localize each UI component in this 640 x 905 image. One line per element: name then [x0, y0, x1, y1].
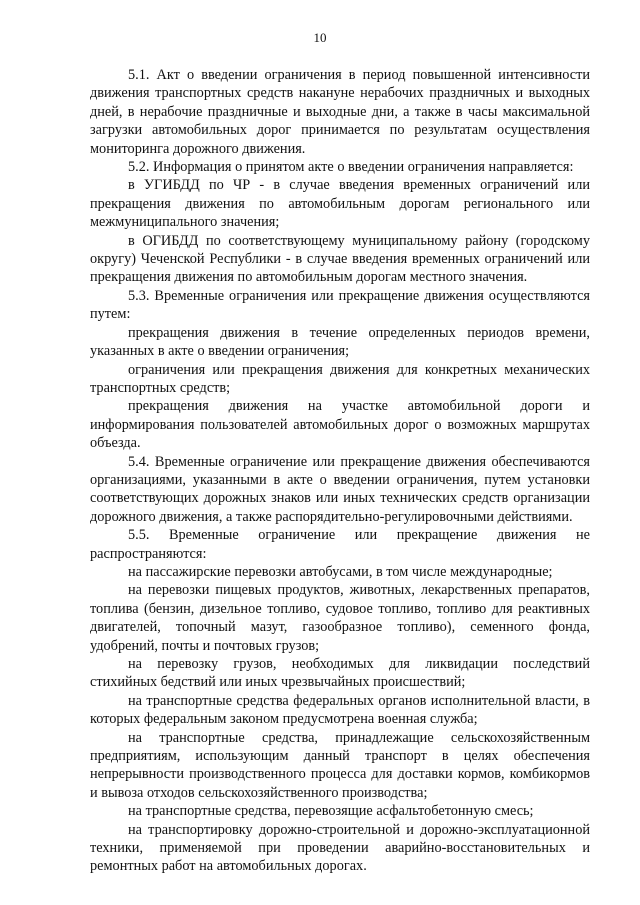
- paragraph-5-2: 5.2. Информация о принятом акте о введении ограничения направляется:: [128, 159, 574, 176]
- paragraph-5-5-item-goods: на перевозки пищевых продуктов, животных, лекарственных препаратов, топлива (бензин, дизельное топливо, судовое топливо, топливо для реактивных двигателей, топочный мазут, газообразное топливо), семенного фонда, удобрений, почты и почтовых грузов;: [90, 582, 590, 654]
- paragraph-5-3-item-section: прекращения движения на участке автомобильной дороги и информирования пользователей автомобильных дорог о возможных маршрутах объезда.: [90, 398, 590, 452]
- document-body: [90, 66, 590, 876]
- page-number: 10: [313, 30, 327, 45]
- paragraph-5-4: 5.4. Временные ограничение или прекращение движения обеспечиваются организациями, указанными в акте о введении ограничения, путем установки соответствующих дорожных знаков или иных технических средств организации дорожного движения, а также распорядительно-регулировочными действиями.: [90, 453, 590, 525]
- paragraph-5-5-item-disasters: на перевозку грузов, необходимых для ликвидации последствий стихийных бедствий или иных чрезвычайных происшествий;: [90, 656, 590, 691]
- paragraph-5-3-item-periods: прекращения движения в течение определенных периодов времени, указанных в акте о введении ограничения;: [90, 324, 590, 360]
- paragraph-5-5-item-asphalt: на транспортные средства, перевозящие асфальтобетонную смесь;: [128, 803, 534, 820]
- paragraph-5-1: 5.1. Акт о введении ограничения в период повышенной интенсивности движения транспортных средств накануне нерабочих праздничных и выходных дней, в нерабочие праздничные и выходные дни, а также в часы максимальной загрузки автомобильных дорог принимается по результатам осуществления мониторинга дорожного движения.: [90, 67, 590, 157]
- paragraph-5-5-item-federal: на транспортные средства федеральных органов исполнительной власти, в которых федеральным законом предусмотрена военная служба;: [90, 692, 590, 728]
- paragraph-5-5: 5.5. Временные ограничение или прекращение движения не распространяются:: [90, 527, 590, 562]
- paragraph-5-5-item-buses: на пассажирские перевозки автобусами, в том числе международные;: [128, 563, 553, 580]
- paragraph-5-2-item-ugibdd: в УГИБДД по ЧР - в случае введения временных ограничений или прекращения движения по автомобильным дорогам регионального или межмуниципального значения;: [90, 177, 590, 231]
- paragraph-5-5-item-agriculture: на транспортные средства, принадлежащие сельскохозяйственным предприятиям, использующим данный транспорт в целях обеспечения непрерывности производственного процесса для доставки кормов, комбикормов и вывоза отходов сельскохозяйственного производства;: [90, 729, 590, 801]
- paragraph-5-3-item-vehicles: ограничения или прекращения движения для конкретных механических транспортных средств;: [90, 361, 590, 396]
- paragraph-5-2-item-ogibdd: в ОГИБДД по соответствующему муниципальному району (городскому округу) Чеченской Республики - в случае введения временных ограничений или прекращения движения по автомобильным дорогам местного значения.: [90, 232, 590, 286]
- paragraph-5-3: 5.3. Временные ограничения или прекращение движения осуществляются путем:: [90, 287, 590, 323]
- paragraph-5-5-item-road-equipment: на транспортировку дорожно-строительной и дорожно-эксплуатационной техники, применяемой при проведении аварийно-восстановительных и ремонтных работ на автомобильных дорогах.: [90, 821, 590, 875]
